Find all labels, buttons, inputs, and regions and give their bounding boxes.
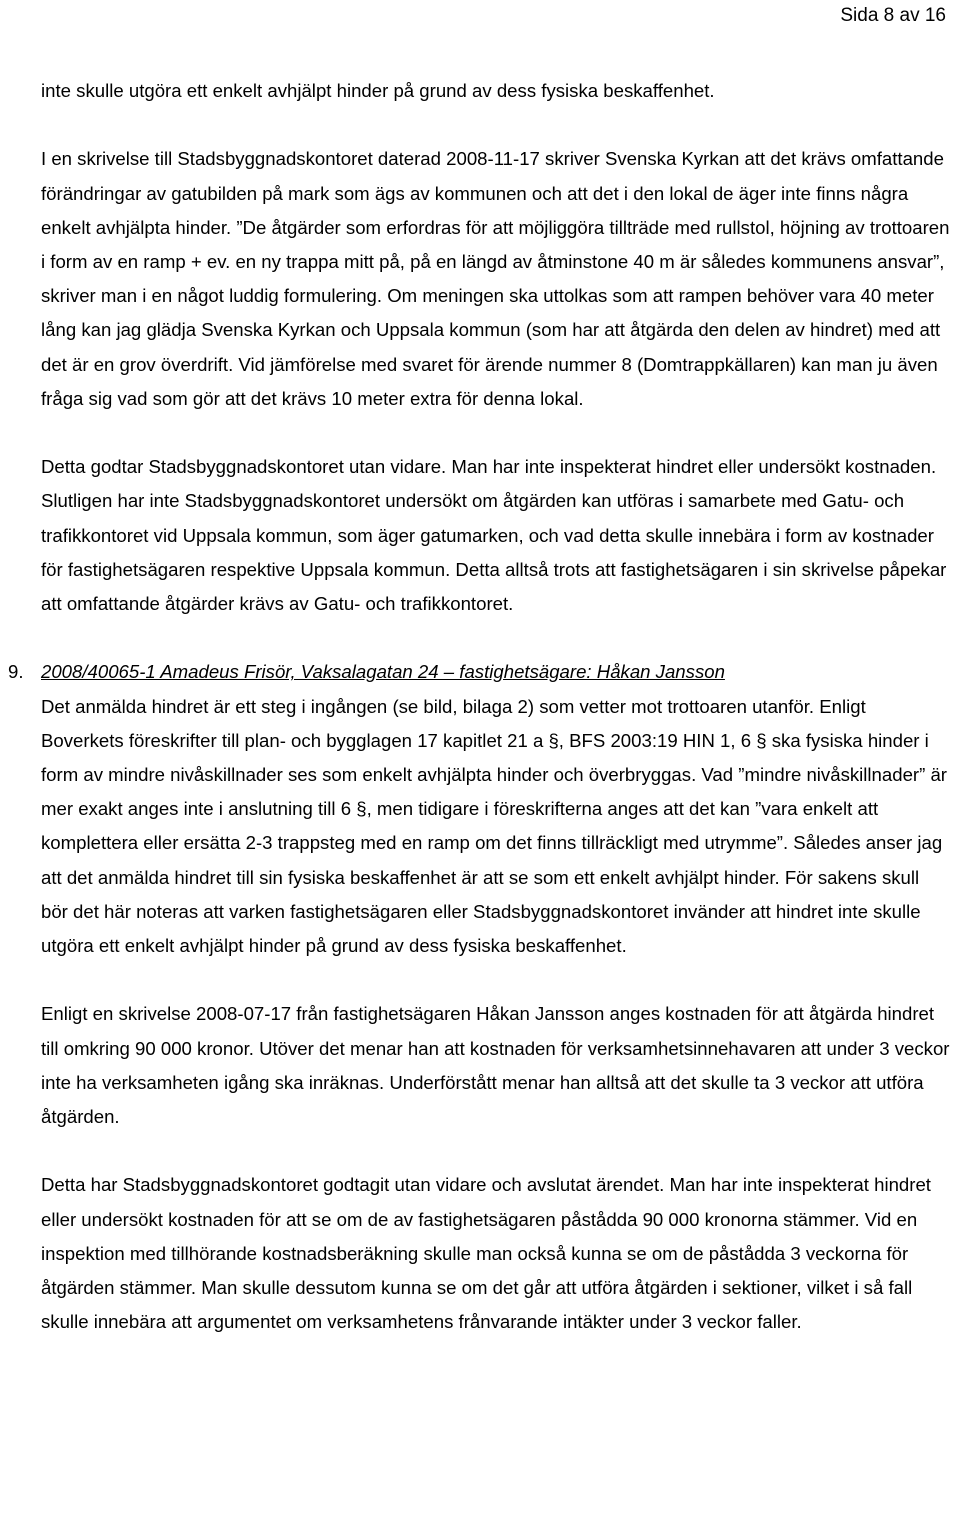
paragraph-continuation: inte skulle utgöra ett enkelt avhjälpt hinder på grund av dess fysiska beskaffenhet.	[41, 80, 715, 101]
item-paragraph-kostnad: Enligt en skrivelse 2008-07-17 från fastighetsägaren Håkan Jansson anges kostnaden för att åtgärda hindret till omkring 90 000 kronor. Utöver det menar han att kostnaden för verksamhetsinnehavaren att under 3 veckor inte ha verksamheten igång ska inräknas. Underförstått menar han alltså att det skulle ta 3 veckor att utföra åtgärden.	[41, 1003, 950, 1128]
item-paragraph-bedomning: Detta har Stadsbyggnadskontoret godtagit utan vidare och avslutat ärendet. Man har inte inspekterat hindret eller undersökt kostnaden för att se om de av fastighetsägaren påstådda 90 000 kronorna stämmer. Vid en inspektion med tillhörande kostnadsberäkning skulle man också kunna se om de påstådda 3 veckorna för åtgärden stämmer. Man skulle dessutom kunna se om det går att utföra åtgärden i sektioner, vilket i så fall skulle innebära att argumentet om verksamhetens frånvarande intäkter under 3 veckor faller.	[41, 1174, 931, 1333]
item-heading: 2008/40065-1 Amadeus Frisör, Vaksalagatan 24 – fastighetsägare: Håkan Jansson	[41, 661, 725, 683]
item-number: 9.	[8, 661, 24, 683]
paragraph-stadsbyggnadskontoret: Detta godtar Stadsbyggnadskontoret utan vidare. Man har inte inspekterat hindret eller undersökt kostnaden. Slutligen har inte Stadsbyggnadskontoret undersökt om åtgärden kan utföras i samarbete med Gatu- och trafikkontoret vid Uppsala kommun, som äger gatumarken, och vad detta skulle innebära i form av kostnader för fastighetsägaren respektive Uppsala kommun. Detta alltså trots att fastighetsägaren i sin skrivelse påpekar att omfattande åtgärder krävs av Gatu- och trafikkontoret.	[41, 456, 947, 615]
item-paragraph-hinder: Det anmälda hindret är ett steg i ingången (se bild, bilaga 2) som vetter mot trottoaren utanför. Enligt Boverkets föreskrifter till plan- och bygglagen 17 kapitlet 21 a §, BFS 2003:19 HIN 1, 6 § ska fysiska hinder i form av mindre nivåskillnader ses som enkelt avhjälpta hinder och överbryggas. Vad ”mindre nivåskillnader” är mer exakt anges inte i anslutning till 6 §, men tidigare i föreskrifterna anges att det kan ”vara enkelt att komplettera eller ersätta 2-3 trappsteg med en ramp om det finns tillräckligt med utrymme”. Således anser jag att det anmälda hindret till sin fysiska beskaffenhet är att se som ett enkelt avhjälpt hinder. För sakens skull bör det här noteras att varken fastighetsägaren eller Stadsbyggnadskontoret invänder att hindret inte skulle utgöra ett enkelt avhjälpt hinder på grund av dess fysiska beskaffenhet.	[41, 695, 947, 957]
paragraph-svenska-kyrkan: I en skrivelse till Stadsbyggnadskontoret daterad 2008-11-17 skriver Svenska Kyrkan att det krävs omfattande förändringar av gatubilden på mark som ägs av kommunen och att det i den lokal de äger inte finns några enkelt avhjälpta hinder. ”De åtgärder som erfordras för att möjliggöra tillträde med rullstol, höjning av trottoaren i form av en ramp + ev. en ny trappa mitt på, på en längd av åtminstone 40 m är således kommunens ansvar”, skriver man i en något luddig formulering. Om meningen ska uttolkas som att rampen behöver vara 40 meter lång kan jag glädja Svenska Kyrkan och Uppsala kommun (som har att åtgärda den delen av hindret) med att det är en grov överdrift. Vid jämförelse med svaret för ärende nummer 8 (Domtrappkällaren) kan man ju även fråga sig vad som gör att det krävs 10 meter extra för denna lokal.	[41, 148, 950, 409]
page-number: Sida 8 av 16	[840, 5, 946, 26]
numbered-item-9	[8, 655, 951, 1339]
document-body	[8, 74, 951, 1339]
